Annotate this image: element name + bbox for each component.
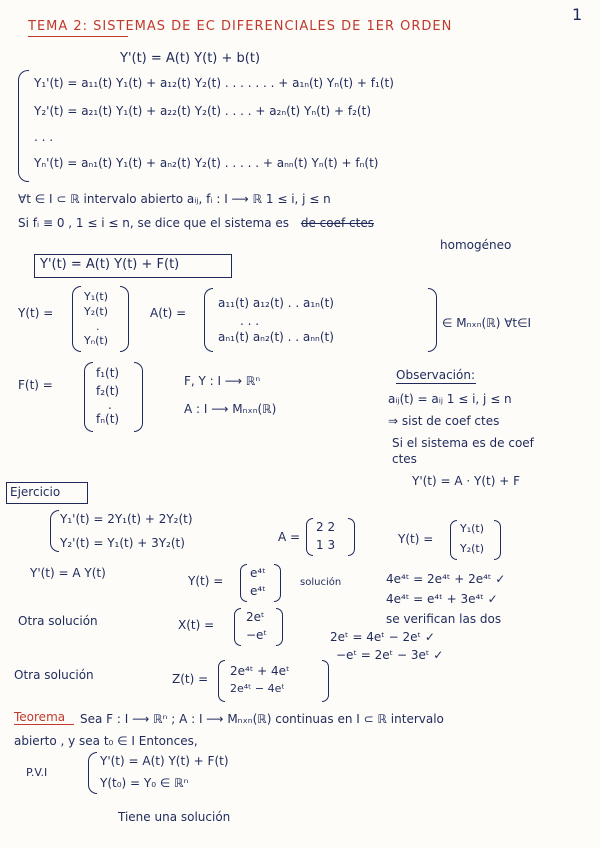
A-paren-left — [204, 288, 213, 352]
F-vec-1: f₁(t) — [96, 366, 120, 380]
homogeneo-word: homogéneo — [440, 238, 512, 252]
F-paren-right — [134, 362, 143, 432]
ej-check-3: se verifican las dos — [386, 612, 502, 626]
system-row-1: Y₁'(t) = a₁₁(t) Y₁(t) + a₁₂(t) Y₂(t) . . . . . . . + a₁ₙ(t) Yₙ(t) + f₁(t) — [34, 76, 394, 90]
ej-check-1: 4e⁴ᵗ = 2e⁴ᵗ + 2e⁴ᵗ ✓ — [386, 572, 506, 586]
ej-A-label: A = — [278, 530, 301, 544]
obs-underline — [396, 383, 476, 384]
pvi-eq-1: Y'(t) = A(t) Y(t) + F(t) — [100, 754, 229, 768]
A-map: A : I ⟶ Mₙₓₙ(ℝ) — [184, 402, 277, 416]
si-line — [18, 216, 374, 230]
ej-sol-label: Y(t) = — [188, 574, 224, 588]
A-label: A(t) = — [150, 306, 187, 320]
ej-Yt-vec-2: Y₂(t) — [460, 542, 485, 555]
ej-sol-vec-1: e⁴ᵗ — [250, 566, 266, 580]
ej-check-2: 4e⁴ᵗ = e⁴ᵗ + 3e⁴ᵗ ✓ — [386, 592, 498, 606]
system-row-2: Y₂'(t) = a₂₁(t) Y₁(t) + a₂₂(t) Y₂(t) . . . . + a₂ₙ(t) Yₙ(t) + f₂(t) — [34, 104, 372, 118]
obs-line-3: Si el sistema es de coef — [392, 436, 534, 450]
Y-label: Y(t) = — [18, 306, 54, 320]
ej-check-4: 2eᵗ = 4eᵗ − 2eᵗ ✓ — [330, 630, 435, 644]
forall-line: ∀t ∈ I ⊂ ℝ intervalo abierto aᵢⱼ, fᵢ : I ⟶ ℝ 1 ≤ i, j ≤ n — [18, 192, 331, 206]
boxed-equation: Y'(t) = A(t) Y(t) + F(t) — [40, 257, 180, 272]
page-number: 1 — [572, 5, 583, 24]
Y-vec-2: Y₂(t) — [84, 305, 109, 318]
teorema-line-1: Sea F : I ⟶ ℝⁿ ; A : I ⟶ Mₙₓₙ(ℝ) continuas en I ⊂ ℝ intervalo — [80, 712, 444, 726]
obs-title: Observación: — [396, 368, 476, 382]
ej-sol-word: solución — [300, 577, 342, 588]
ej-x-paren-right — [276, 608, 283, 646]
ej-z-vec-1: 2e⁴ᵗ + 4eᵗ — [230, 664, 290, 678]
ej-otra-1: Otra solución — [18, 614, 98, 628]
obs-line-4: ctes — [392, 452, 417, 466]
title-underline — [28, 36, 128, 37]
A-paren-right — [428, 288, 437, 352]
teorema-underline — [14, 724, 74, 725]
system-brace — [18, 70, 29, 182]
A-row-3: aₙ₁(t) aₙ₂(t) . . aₙₙ(t) — [218, 330, 334, 344]
ej-check-5: −eᵗ = 2eᵗ − 3eᵗ ✓ — [336, 648, 444, 662]
ej-z-vec-2: 2e⁴ᵗ − 4eᵗ — [230, 682, 285, 695]
tiene-una-solucion: Tiene una solución — [118, 810, 231, 824]
page-title: TEMA 2: SISTEMAS DE EC DIFERENCIALES DE 1ER ORDEN — [28, 19, 453, 34]
ej-sol-paren-left — [240, 564, 247, 602]
ej-z-paren-left — [218, 660, 225, 702]
ej-sys-form: Y'(t) = A Y(t) — [30, 566, 106, 580]
pvi-eq-2: Y(t₀) = Y₀ ∈ ℝⁿ — [100, 776, 189, 790]
ej-A-paren-right — [348, 518, 355, 556]
Y-paren-left — [72, 286, 81, 352]
ej-z-paren-right — [322, 660, 329, 702]
ej-otra-2: Otra solución — [14, 668, 94, 682]
ej-z-label: Z(t) = — [172, 672, 209, 686]
FY-map: F, Y : I ⟶ ℝⁿ — [184, 374, 261, 388]
A-row-2: . . . — [240, 314, 260, 328]
ej-Yt-paren-right — [494, 520, 501, 560]
ej-x-vec-2: −eᵗ — [246, 628, 267, 642]
A-space: ∈ Mₙₓₙ(ℝ) ∀t∈I — [442, 316, 532, 330]
system-row-4: Yₙ'(t) = aₙ₁(t) Y₁(t) + aₙ₂(t) Y₂(t) . . . . . + aₙₙ(t) Yₙ(t) + fₙ(t) — [34, 156, 379, 170]
Y-paren-right — [120, 286, 129, 352]
teorema-label: Teorema — [14, 710, 66, 724]
obs-line-2: ⇒ sist de coef ctes — [388, 414, 500, 428]
Y-vec-3: . — [96, 320, 100, 333]
teorema-line-2: abierto , y sea t₀ ∈ I Entonces, — [14, 734, 198, 748]
F-vec-4: fₙ(t) — [96, 412, 120, 426]
Y-vec-1: Y₁(t) — [84, 290, 109, 303]
ej-eq-2: Y₂'(t) = Y₁(t) + 3Y₂(t) — [60, 536, 185, 550]
obs-line-1: aᵢⱼ(t) = aᵢⱼ 1 ≤ i, j ≤ n — [388, 392, 512, 406]
F-vec-3: . — [108, 398, 112, 412]
ej-A-row-1: 2 2 — [316, 520, 336, 534]
F-paren-left — [84, 362, 93, 432]
obs-line-5: Y'(t) = A · Y(t) + F — [412, 474, 521, 488]
ej-eq-1: Y₁'(t) = 2Y₁(t) + 2Y₂(t) — [60, 512, 193, 526]
ejercicio-brace — [50, 510, 59, 552]
struck-text: de coef ctes — [300, 216, 374, 230]
A-row-1: a₁₁(t) a₁₂(t) . . a₁ₙ(t) — [218, 296, 334, 310]
ej-Yt-paren-left — [450, 520, 457, 560]
pvi-brace — [88, 752, 97, 794]
ejercicio-label: Ejercicio — [10, 485, 61, 499]
si-line-text: Si fᵢ ≡ 0 , 1 ≤ i ≤ n, se dice que el sistema es — [18, 216, 290, 230]
ej-x-vec-1: 2eᵗ — [246, 610, 265, 624]
Y-vec-4: Yₙ(t) — [84, 334, 108, 347]
ej-x-paren-left — [234, 608, 241, 646]
ej-A-paren-left — [306, 518, 313, 556]
system-row-3: . . . — [34, 130, 54, 144]
F-label: F(t) = — [18, 378, 53, 392]
ej-Yt-label: Y(t) = — [398, 532, 434, 546]
ej-sol-vec-2: e⁴ᵗ — [250, 584, 266, 598]
pvi-label: P.V.I — [26, 766, 48, 779]
ej-Yt-vec-1: Y₁(t) — [460, 522, 485, 535]
F-vec-2: f₂(t) — [96, 384, 120, 398]
ej-A-row-2: 1 3 — [316, 538, 336, 552]
ej-x-label: X(t) = — [178, 618, 215, 632]
intro-equation: Y'(t) = A(t) Y(t) + b(t) — [120, 51, 261, 66]
ej-sol-paren-right — [274, 564, 281, 602]
